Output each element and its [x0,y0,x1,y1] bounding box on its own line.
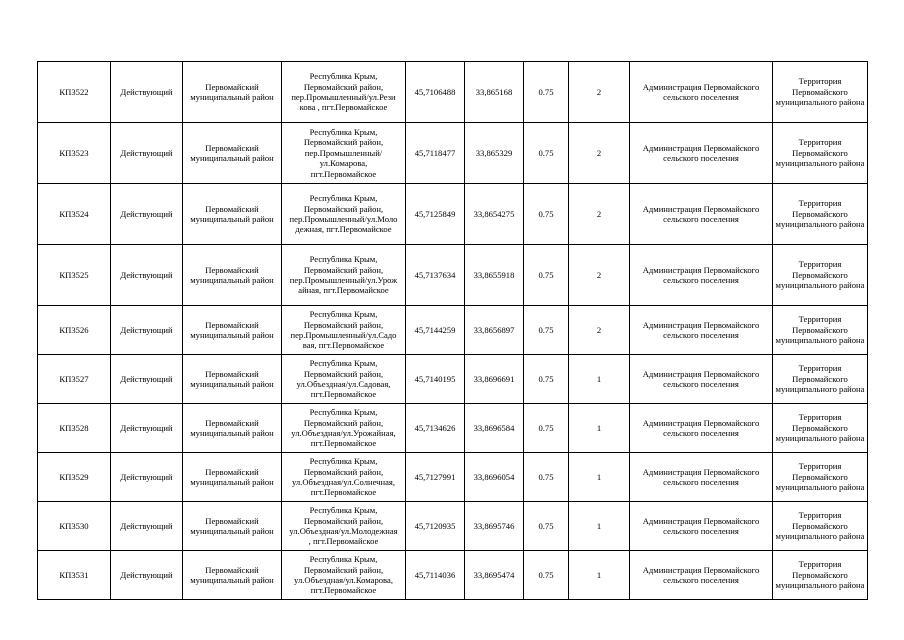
address-line: Республика Крым, [309,358,378,369]
address-cell [282,404,406,453]
address-cell [282,62,406,123]
district-cell: Первомайский муниципальный район [183,245,282,306]
registry-rows [38,62,868,600]
latitude-cell: 45,7114036 [406,551,465,600]
status-cell: Действующий [111,62,183,123]
status-cell: Действующий [111,502,183,551]
address-cell [282,355,406,404]
address-line: Республика Крым, [309,71,378,82]
status-cell: Действующий [111,245,183,306]
address-line: Республика Крым, [309,554,378,565]
latitude-cell: 45,7120935 [406,502,465,551]
territory-cell: Территория Первомайского муниципального района [773,453,868,502]
address-line: Республика Крым, [309,126,378,137]
address-line: Первомайский район, [303,319,384,330]
point-id-cell: КП3531 [38,551,111,600]
status-cell: Действующий [111,404,183,453]
status-cell: Действующий [111,453,183,502]
territory-cell: Территория Первомайского муниципального района [773,502,868,551]
point-id-cell: КП3526 [38,306,111,355]
district-cell: Первомайский муниципальный район [183,404,282,453]
owner-cell: Администрация Первомайского сельского поселения [630,62,773,123]
latitude-cell: 45,7127991 [406,453,465,502]
district-cell: Первомайский муниципальный район [183,62,282,123]
latitude-cell: 45,7144259 [406,306,465,355]
address-cell [282,184,406,245]
longitude-cell: 33,8654275 [465,184,524,245]
container-count-cell: 1 [569,404,630,453]
table-row [38,453,868,502]
territory-cell: Территория Первомайского муниципального района [773,184,868,245]
status-cell: Действующий [111,184,183,245]
address-line: Первомайский район, [303,515,384,526]
owner-cell: Администрация Первомайского сельского поселения [630,551,773,600]
territory-cell: Территория Первомайского муниципального района [773,306,868,355]
longitude-cell: 33,8695474 [465,551,524,600]
longitude-cell: 33,8655918 [465,245,524,306]
district-cell: Первомайский муниципальный район [183,355,282,404]
point-id-cell: КП3522 [38,62,111,123]
address-line: Республика Крым, [309,456,378,467]
address-line: ул.Объездная/ул.Комарова, [294,575,393,585]
address-line: пер.Промышленный/ул.Рези [291,92,396,102]
status-cell: Действующий [111,306,183,355]
container-count-cell: 1 [569,502,630,551]
district-cell: Первомайский муниципальный район [183,123,282,184]
address-line: Республика Крым, [309,309,378,320]
container-count-cell: 1 [569,355,630,404]
point-id-cell: КП3530 [38,502,111,551]
table-row [38,404,868,453]
address-line: Республика Крым, [309,505,378,516]
latitude-cell: 45,7134626 [406,404,465,453]
point-id-cell: КП3524 [38,184,111,245]
address-line: пер.Промышленный/ул.Садо [290,330,397,340]
container-count-cell: 2 [569,62,630,123]
table-row [38,551,868,600]
address-line: ул.Комарова, [319,158,368,169]
owner-cell: Администрация Первомайского сельского поселения [630,123,773,184]
address-line: пер.Промышленный/ул.Урож [289,275,398,285]
address-line: пгт.Первомайское [310,487,377,498]
territory-cell: Территория Первомайского муниципального района [773,404,868,453]
address-cell [282,502,406,551]
address-line: ул.Объездная/ул.Солнечная, [291,477,396,487]
address-line: дежная, пгт.Первомайское [295,224,392,235]
address-line: ул.Объездная/ул.Урожайная, [291,428,396,438]
point-id-cell: КП3529 [38,453,111,502]
address-line: ул.Объездная/ул.Молодежная [289,526,398,536]
address-line: Первомайский район, [303,417,384,428]
territory-cell: Территория Первомайского муниципального района [773,123,868,184]
area-cell: 0.75 [524,245,569,306]
address-line: Первомайский район, [303,466,384,477]
longitude-cell: 33,8695746 [465,502,524,551]
longitude-cell: 33,8656897 [465,306,524,355]
status-cell: Действующий [111,123,183,184]
status-cell: Действующий [111,551,183,600]
table-row [38,62,868,123]
area-cell: 0.75 [524,184,569,245]
address-line: Первомайский район, [303,564,384,575]
area-cell: 0.75 [524,306,569,355]
area-cell: 0.75 [524,123,569,184]
address-line: Первомайский район, [303,81,384,92]
address-line: Первомайский район, [303,203,384,214]
address-line: пер.Промышленный/ул.Моло [289,214,398,224]
address-cell [282,123,406,184]
district-cell: Первомайский муниципальный район [183,453,282,502]
territory-cell: Территория Первомайского муниципального района [773,62,868,123]
address-cell [282,453,406,502]
owner-cell: Администрация Первомайского сельского поселения [630,502,773,551]
address-line: пер.Промышленный/ [304,147,383,158]
latitude-cell: 45,7140195 [406,355,465,404]
area-cell: 0.75 [524,453,569,502]
territory-cell: Территория Первомайского муниципального района [773,551,868,600]
container-count-cell: 2 [569,184,630,245]
owner-cell: Администрация Первомайского сельского поселения [630,245,773,306]
area-cell: 0.75 [524,502,569,551]
address-line: пгт.Первомайское [310,168,377,179]
address-line: вая, пгт.Первомайское [302,340,385,351]
address-line: Республика Крым, [309,254,378,265]
container-count-cell: 2 [569,123,630,184]
point-id-cell: КП3527 [38,355,111,404]
table-row [38,184,868,245]
owner-cell: Администрация Первомайского сельского поселения [630,184,773,245]
latitude-cell: 45,7118477 [406,123,465,184]
district-cell: Первомайский муниципальный район [183,184,282,245]
latitude-cell: 45,7137634 [406,245,465,306]
territory-cell: Территория Первомайского муниципального района [773,245,868,306]
address-cell [282,306,406,355]
territory-cell: Территория Первомайского муниципального района [773,355,868,404]
area-cell: 0.75 [524,404,569,453]
owner-cell: Администрация Первомайского сельского поселения [630,404,773,453]
address-cell [282,245,406,306]
address-line: Первомайский район, [303,368,384,379]
area-cell: 0.75 [524,62,569,123]
owner-cell: Администрация Первомайского сельского поселения [630,355,773,404]
table-row [38,306,868,355]
status-cell: Действующий [111,355,183,404]
address-line: ул.Объездная/ул.Садовая, [296,379,391,389]
longitude-cell: 33,865329 [465,123,524,184]
longitude-cell: 33,865168 [465,62,524,123]
district-cell: Первомайский муниципальный район [183,551,282,600]
address-cell [282,551,406,600]
address-line: Первомайский район, [303,264,384,275]
longitude-cell: 33,8696054 [465,453,524,502]
area-cell: 0.75 [524,355,569,404]
address-line: айная, пгт.Первомайское [298,285,389,296]
owner-cell: Администрация Первомайского сельского поселения [630,306,773,355]
point-id-cell: КП3525 [38,245,111,306]
registry-table [37,61,868,600]
container-count-cell: 1 [569,453,630,502]
longitude-cell: 33,8696584 [465,404,524,453]
container-count-cell: 2 [569,245,630,306]
area-cell: 0.75 [524,551,569,600]
address-line: пгт.Первомайское [310,389,377,400]
address-line: пгт.Первомайское [310,585,377,596]
owner-cell: Администрация Первомайского сельского поселения [630,453,773,502]
longitude-cell: 33,8696691 [465,355,524,404]
address-line: кова , пгт.Первомайское [299,102,388,113]
district-cell: Первомайский муниципальный район [183,306,282,355]
latitude-cell: 45,7106488 [406,62,465,123]
address-line: , пгт.Первомайское [308,536,379,547]
address-line: Республика Крым, [309,193,378,204]
table-row [38,123,868,184]
address-line: пгт.Первомайское [310,438,377,449]
point-id-cell: КП3528 [38,404,111,453]
latitude-cell: 45,7125849 [406,184,465,245]
container-count-cell: 2 [569,306,630,355]
point-id-cell: КП3523 [38,123,111,184]
table-row [38,355,868,404]
table-row [38,502,868,551]
address-line: Республика Крым, [309,407,378,418]
district-cell: Первомайский муниципальный район [183,502,282,551]
table-row [38,245,868,306]
container-count-cell: 1 [569,551,630,600]
address-line: Первомайский район, [303,137,384,148]
